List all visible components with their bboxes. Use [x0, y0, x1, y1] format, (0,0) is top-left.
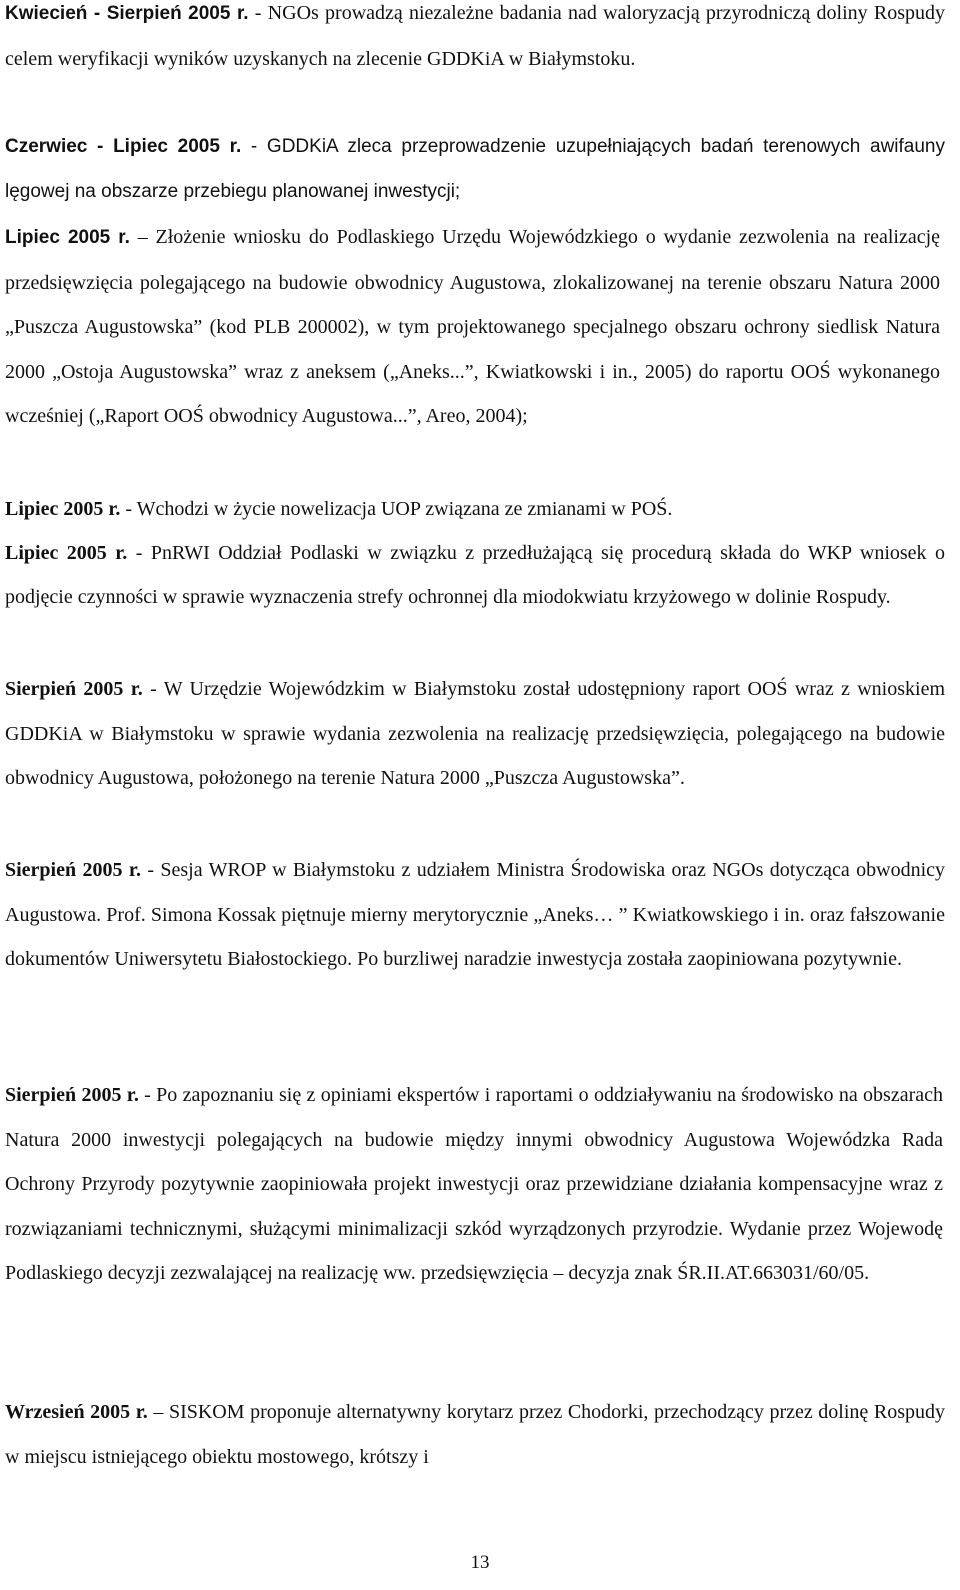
page-number: 13	[470, 1552, 490, 1573]
timeline-entry	[5, 0, 945, 81]
entry-date: Kwiecień - Sierpień 2005 r.	[5, 3, 249, 24]
timeline-entry	[5, 1073, 943, 1296]
timeline-entry	[5, 487, 940, 532]
timeline-entry	[5, 667, 945, 801]
entry-text: - Sesja WROP w Białymstoku z udziałem Ministra Środowiska oraz NGOs dotycząca obwodnicy Augustowa. Prof. Simona Kossak piętnuje mierny merytorycznie „Aneks… ” Kwiatkowskiego i in. oraz fałszowanie dokumentów Uniwersytetu Białostockiego. Po burzliwej naradzie inwestycja została zaopiniowana pozytywnie.	[5, 859, 946, 971]
entry-text: - GDDKiA zleca przeprowadzenie uzupełniających badań terenowych awifauny lęgowej na obszarze przebiegu planowanej inwestycji;	[5, 136, 945, 202]
timeline-entry	[5, 125, 945, 214]
entry-date: Lipiec 2005 r.	[5, 542, 128, 564]
entry-text: - NGOs prowadzą niezależne badania nad waloryzacją przyrodniczą doliny Rospudy celem weryfikacji wyników uzyskanych na zlecenie GDDKiA w Białymstoku.	[5, 2, 946, 70]
entry-date: Wrzesień 2005 r.	[5, 1401, 148, 1423]
entry-text: - W Urzędzie Wojewódzkim w Białymstoku został udostępniony raport OOŚ wraz z wnioskiem GDDKiA w Białymstoku w sprawie wydania zezwolenia na realizację przedsięwzięcia, polegającego na budowie obwodnicy Augustowa, położonego na terenie Natura 2000 „Puszcza Augustowska”.	[5, 678, 946, 790]
timeline-entry	[5, 215, 940, 439]
entry-text: – Złożenie wniosku do Podlaskiego Urzędu Wojewódzkiego o wydanie zezwolenia na realizację przedsięwzięcia polegającego na budowie obwodnicy Augustowa, zlokalizowanej na terenie obszaru Natura 2000 „Puszcza Augustowska” (kod PLB 200002), w tym projektowanego specjalnego obszaru ochrony siedlisk Natura 2000 „Ostoja Augustowska” wraz z aneksem („Aneks...”, Kwiatkowski i in., 2005) do raportu OOŚ wykonanego wcześniej („Raport OOŚ obwodnicy Augustowa...”, Areo, 2004);	[5, 226, 941, 428]
entry-date: Lipiec 2005 r.	[5, 498, 121, 520]
entry-date: Sierpień 2005 r.	[5, 859, 141, 881]
entry-text: - Po zapoznaniu się z opiniami ekspertów i raportami o oddziaływaniu na środowisko na obszarach Natura 2000 inwestycji polegających na budowie między innymi obwodnicy Augustowa Wojewódzka Rada Ochrony Przyrody pozytywnie zaopiniowała projekt inwestycji oraz przewidziane działania kompensacyjne wraz z rozwiązaniami technicznymi, służącymi minimalizacji szkód wyrządzonych przyrodzie. Wydanie przez Wojewodę Podlaskiego decyzji zezwalającej na realizację ww. przedsięwzięcia – decyzja znak ŚR.II.AT.663031/60/05.	[5, 1084, 944, 1285]
timeline-entry	[5, 848, 945, 982]
entry-text: - Wchodzi w życie nowelizacja UOP związana ze zmianami w POŚ.	[120, 498, 673, 520]
entry-date: Lipiec 2005 r.	[5, 227, 130, 248]
entry-text: - PnRWI Oddział Podlaski w związku z przedłużającą się procedurą składa do WKP wniosek o podjęcie czynności w sprawie wyznaczenia strefy ochronnej dla miodokwiatu krzyżowego w dolinie Rospudy.	[5, 542, 945, 608]
entry-date: Sierpień 2005 r.	[5, 1084, 139, 1106]
timeline-entry	[5, 532, 945, 619]
timeline-entry	[5, 1390, 945, 1479]
entry-date: Czerwiec - Lipiec 2005 r.	[5, 136, 242, 157]
entry-text: – SISKOM proponuje alternatywny korytarz przez Chodorki, przechodzący przez dolinę Rospudy w miejscu istniejącego obiektu mostowego, krótszy i	[5, 1401, 945, 1468]
entry-date: Sierpień 2005 r.	[5, 678, 143, 700]
